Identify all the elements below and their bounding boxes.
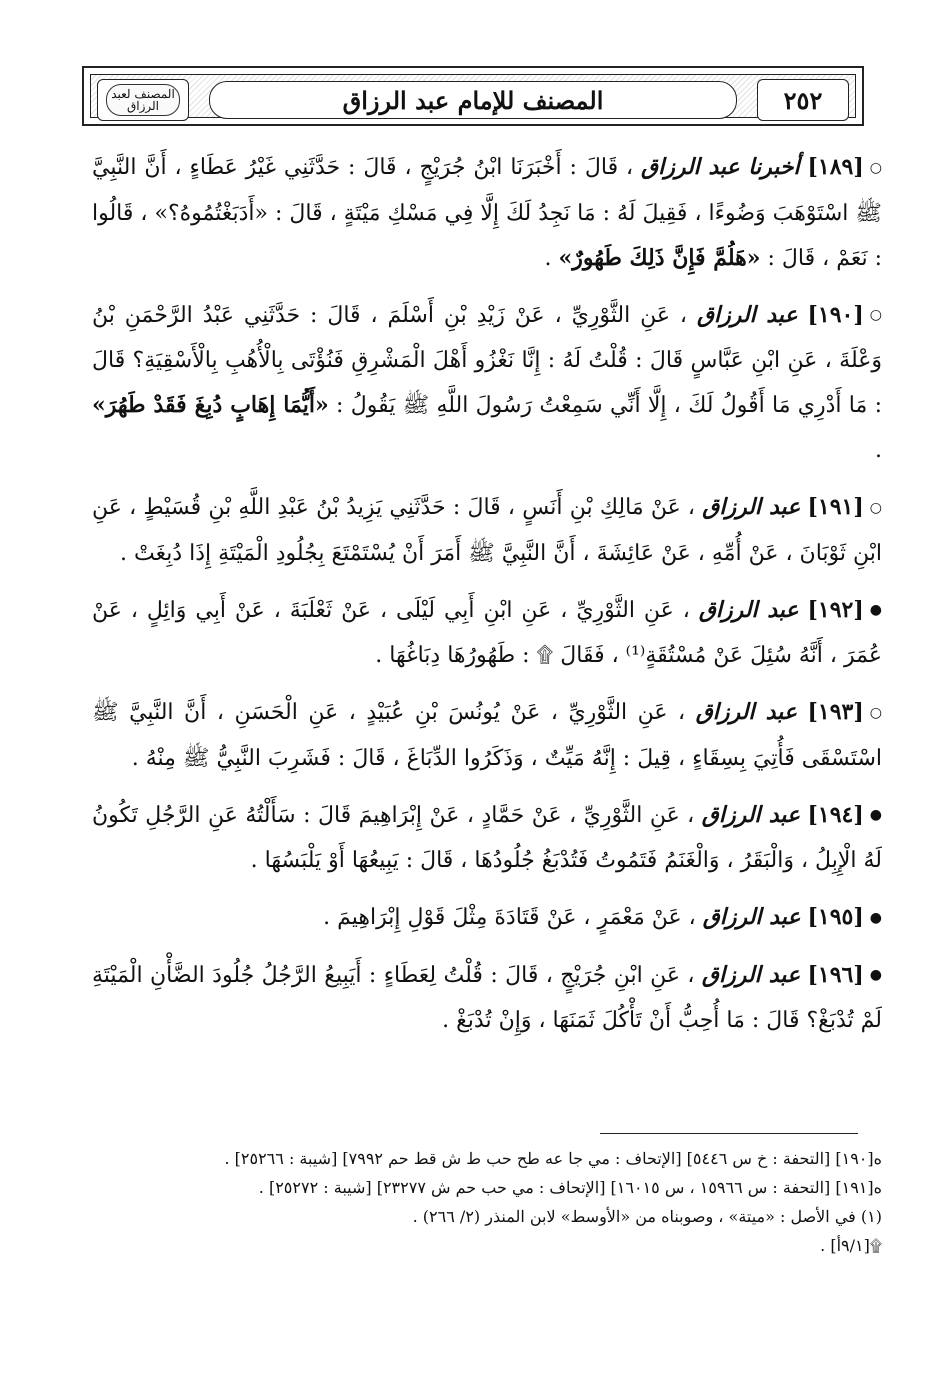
entry-number: [١٩٦] xyxy=(807,961,864,988)
entry-number: [١٩٠] xyxy=(807,301,864,328)
entry-text: ، عَنِ الثَّوْرِيِّ ، عَنْ حَمَّادٍ ، عَنْ إِبْرَاهِيمَ قَالَ : سَأَلْتُهُ عَنِ الرَّجُلِ تَكُونُ لَهُ الْإِبِلُ ، وَالْبَقَرُ ، وَالْغَنَمُ فَتَمُوتُ فَتُدْبَغُ جُلُودُهَا ، قَالَ : يَبِيعُهَا أَوْ يَلْبَسُهَا xyxy=(92,802,882,873)
hadith-entry xyxy=(92,588,882,679)
hadith-entry xyxy=(92,485,882,576)
hadith-entry xyxy=(92,690,882,781)
narrator-name: عبد الرزاق xyxy=(701,801,801,828)
footnote: ه[١٩١] [التحفة : س ١٥٩٦٦ ، س ١٦٠١٥] [الإتحاف : مي حب حم ش ٢٣٢٧٧] [شيبة : ٢٥٢٧٢] . xyxy=(258,1178,882,1197)
entry-text: ، قَالَ : أَخْبَرَنَا ابْنُ جُرَيْجٍ ، قَالَ : حَدَّثَنِي غَيْرُ عَطَاءٍ ، أَنَّ النَّبِيَّ ﷺ اسْتَوْهَبَ وَضُوءًا ، فَقِيلَ لَهُ : مَا نَجِدُ لَكَ إِلَّا فِي مَسْكِ مَيْتَةٍ ، قَالَ : «أَدَبَغْتُمُوهُ؟» ، قَالُوا : نَعَمْ ، قَالَ : xyxy=(92,155,882,271)
entry-number: [١٨٩] xyxy=(807,154,864,180)
entry-number: [١٩٢] xyxy=(807,596,864,623)
narrator-name: عبد الرزاق xyxy=(696,301,798,328)
main-text xyxy=(92,145,882,1055)
hadith-entry xyxy=(92,145,882,281)
entry-text: ، عَنِ ابْنِ جُرَيْجٍ ، قَالَ : قُلْتُ لِعَطَاءٍ : أَيَبِيعُ الرَّجُلُ جُلُودَ الضَّأْنِ الْمَيْتَةِ لَمْ تُدْبَغْ؟ قَالَ : مَا أُحِبُّ أَنْ تَأْكُلَ ثَمَنَهَا ، وَإِنْ تُدْبَغْ xyxy=(92,962,882,1033)
prophetic-quote: «أَيُّمَا إِهَابٍ دُبِغَ فَقَدْ طَهُرَ» xyxy=(92,392,329,418)
entry-number: [١٩٤] xyxy=(807,801,864,828)
entry-text: ، عَنِ الثَّوْرِيِّ ، عَنْ يُونُسَ بْنِ عُبَيْدٍ ، عَنِ الْحَسَنِ ، أَنَّ النَّبِيَّ ﷺ اسْتَسْقَى فَأُتِيَ بِسِقَاءٍ ، قِيلَ : إِنَّهُ مَيِّتٌ ، وَذَكَرُوا الدِّبَاغَ ، قَالَ : فَشَرِبَ النَّبِيُّ ﷺ مِنْهُ xyxy=(92,700,882,771)
entry-marker-icon: ○ xyxy=(869,499,883,516)
running-header xyxy=(82,66,864,126)
entry-marker-icon: ● xyxy=(869,967,883,983)
header-medallion-right xyxy=(757,79,849,121)
entry-end: . xyxy=(544,245,559,271)
entry-text: ، عَنْ مَعْمَرٍ ، عَنْ قَتَادَةَ مِثْلَ قَوْلِ إِبْرَاهِيمَ xyxy=(337,905,696,930)
entry-number: [١٩١] xyxy=(807,494,864,520)
footnote: ه[١٩٠] [التحفة : خ س ٥٤٤٦] [الإتحاف : مي جا عه طح حب ط ش قط حم ٧٩٩٢] [شيبة : ٢٥٢٦٦] . xyxy=(224,1149,882,1168)
entry-text: ، عَنِ الثَّوْرِيِّ ، عَنِ ابْنِ أَبِي لَيْلَى ، عَنْ ثَعْلَبَةَ ، عَنْ أَبِي وَائِلٍ ، عَنْ عُمَرَ ، أَنَّهُ سُئِلَ عَنْ مُسْتُقَةٍ⁽¹⁾ ، فَقَالَ ۩ : طَهُورُهَا دِبَاغُهَا xyxy=(92,597,882,668)
header-ornament-band xyxy=(90,74,856,118)
hadith-entry xyxy=(92,953,882,1044)
footnote-separator xyxy=(600,1133,858,1134)
header-medallion-left xyxy=(97,79,189,121)
narrator-name: عبد الرزاق xyxy=(695,699,797,725)
entry-marker-icon: ● xyxy=(869,602,883,618)
entry-end: . xyxy=(375,643,383,668)
title-cartouche xyxy=(209,81,737,119)
series-medallion: المصنف لعبد الرزاق xyxy=(106,84,180,116)
entry-end: . xyxy=(442,1008,450,1033)
entry-end: . xyxy=(875,438,882,463)
entry-text: ، عَنِ الثَّوْرِيِّ ، عَنْ زَيْدِ بْنِ أَسْلَمَ ، قَالَ : حَدَّثَنِي عَبْدُ الرَّحْمَنِ بْنُ وَعْلَةَ ، عَنِ ابْنِ عَبَّاسٍ قَالَ : قُلْتُ لَهُ : إِنَّا نَغْزُو أَهْلَ الْمَشْرِقِ فَنُؤْتَى بِالْأُهُبِ بِالْأَسْقِيَةِ؟ قَالَ : مَا أَدْرِي مَا أَقُولُ لَكَ ، إِلَّا أَنِّي سَمِعْتُ رَسُولَ اللَّهِ ﷺ يَقُولُ : xyxy=(92,302,882,418)
page-number: ٢٥٢ xyxy=(783,85,823,115)
narrator-name: عبد الرزاق xyxy=(698,596,799,623)
entry-end: . xyxy=(119,540,127,566)
entry-marker-icon: ● xyxy=(869,909,882,926)
narrator-name: أخبرنا عبد الرزاق xyxy=(641,154,800,180)
narrator-name: عبد الرزاق xyxy=(702,904,801,930)
entry-text: ، عَنْ مَالِكِ بْنِ أَنَسٍ ، قَالَ : حَدَّثَنِي يَزِيدُ بْنُ عَبْدِ اللَّهِ بْنِ قُسَيْطٍ ، عَنِ ابْنِ ثَوْبَانَ ، عَنْ أُمِّهِ ، عَنْ عَائِشَةَ ، أَنَّ النَّبِيَّ ﷺ أَمَرَ أَنْ يُسْتَمْتَعَ بِجُلُودِ الْمَيْتَةِ إِذَا دُبِغَتْ xyxy=(92,495,882,566)
footnotes xyxy=(92,1144,882,1260)
entry-marker-icon: ○ xyxy=(869,307,882,323)
narrator-name: عبد الرزاق xyxy=(701,961,801,988)
hadith-entry xyxy=(92,293,882,474)
entry-end: . xyxy=(323,905,331,930)
prophetic-quote: «هَلُمَّ فَإِنَّ ذَلِكَ طَهُورٌ» xyxy=(558,244,761,271)
entry-number: [١٩٥] xyxy=(807,904,864,930)
running-title: المصنف للإمام عبد الرزاق xyxy=(342,85,604,115)
hadith-entry xyxy=(92,895,882,941)
footnote: ۩[٩/١أ] . xyxy=(820,1236,882,1255)
entry-marker-icon: ○ xyxy=(869,704,882,721)
narrator-name: عبد الرزاق xyxy=(702,494,801,520)
hadith-entry xyxy=(92,793,882,884)
entry-marker-icon: ● xyxy=(869,807,883,823)
entry-end: . xyxy=(131,745,139,771)
entry-end: . xyxy=(250,848,258,873)
footnote: (١) في الأصل : «ميتة» ، وصوبناه من «الأوسط» لابن المنذر (٢/ ٢٦٦) . xyxy=(412,1207,882,1226)
entry-number: [١٩٣] xyxy=(807,699,864,725)
entry-marker-icon: ○ xyxy=(869,159,882,176)
